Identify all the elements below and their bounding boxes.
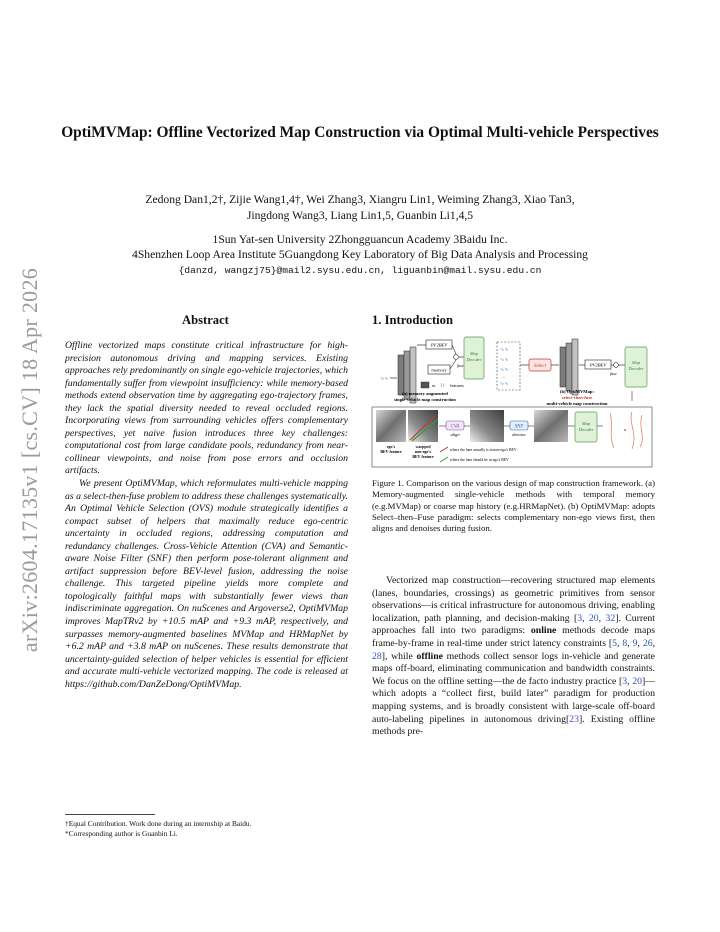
map-decoder-a-line-2: Decoder xyxy=(466,357,482,362)
detail-panel xyxy=(372,407,652,467)
panel-b xyxy=(497,339,647,406)
input-scene-icon: ∿∿ xyxy=(380,377,389,382)
introduction-paragraph: Vectorized map construction—recovering structured map elements (lanes, boundaries, crossings) as geometric primitives from sensor observations—is critical infrastructure for autonomous driving, enabling localization, path planning, and decision-making [3, 20, 32]. Current approaches fall into two paradigms: online methods decode maps frame-by-frame in real-time under strict latency constraints [5, 8, 9, 26, 28], while offline methods collect sensor logs in-vehicle and generate maps off-board, eliminating communication and bandwidth constraints. We focus on the offline setting—the de facto industry practice [3, 20]—which adopts a “collect first, build later” paradigm for production mapping systems, and is broadly consistent with large-scale off-board auto-labeling pipelines in autonomous driving[23]. Existing offline methods pre- xyxy=(372,575,656,738)
map-history-icon: ⌇⌇ xyxy=(440,384,445,389)
map-decoder-b-line-2: Decoder xyxy=(628,366,644,371)
ego-bev-label-line-2: BEV feature xyxy=(380,449,402,454)
abstract-heading: Abstract xyxy=(182,313,229,327)
caption-b-line-1: (b) OptiMVMap: xyxy=(559,389,595,394)
encoder-b-block-2 xyxy=(566,343,572,391)
encoder-b-block-1 xyxy=(560,347,566,387)
citation-5[interactable]: 5 xyxy=(612,637,618,649)
ego-bev-image xyxy=(376,410,406,442)
select-label: Select xyxy=(534,364,546,369)
offline-keyword: offline xyxy=(416,650,443,662)
abstract-paragraph-2: We present OptiMVMap, which reformulates multi-vehicle mapping as a select-then-fuse problem to address these challenges systematically. An Optimal Vehicle Selection (OVS) module strategically identifies a compact subset of helpers that maximally reduce ego-centric uncertainty in occluded regions, addressing computation and redundancy challenges. Cross-Vehicle Attention (CVA) and Semantic-aware Noise Filter (SNF) then perform pose-tolerant alignment and artifact suppression before BEV-level fusion, addressing the noise challenge. This targeted pipeline yields more complete and topologically faithful maps with substantially fewer views than indiscriminate aggregation. On nuScenes and Argoverse2, OptiMVMap improves MapTRv2 by +10.5 mAP and +9.3 mAP, respectively, and surpasses memory-augmented baselines MVMap and HRMapNet by +6.2 mAP and +3.8 mAP on nuScenes. These results demonstrate that uncertainty-guided selection of helper vehicles is essential for efficient and accurate multi-vehicle vectorized mapping. The code is released at https://github.com/DanZeDong/OptiMVMap. xyxy=(65,478,348,690)
citation-8[interactable]: 8 xyxy=(622,637,628,649)
cva-label: CVA xyxy=(450,424,460,430)
paper-title: OptiMVMap: Offline Vectorized Map Construction via Optimal Multi-vehicle Perspectives xyxy=(61,124,659,141)
encoder-b-block-3 xyxy=(572,339,578,395)
map-decoder-detail-line-2: Decoder xyxy=(578,427,594,432)
abstract-body xyxy=(65,340,348,691)
citation-3[interactable]: 3 xyxy=(577,612,583,624)
or-label: or xyxy=(432,383,436,388)
affiliations-line-2: 4Shenzhen Loop Area Institute 5Guangdong Key Laboratory of Big Data Analysis and Processing xyxy=(132,248,588,261)
figure-1 xyxy=(370,333,654,469)
fuse-node-b xyxy=(614,363,619,368)
snf-label: SNF xyxy=(514,424,524,430)
pv2bev-label-b: PV2BEV xyxy=(589,362,607,368)
citation-32[interactable]: 32 xyxy=(605,612,616,624)
non-ego-scene-icon-3: ∿∿ xyxy=(500,382,509,387)
arxiv-stamp xyxy=(4,250,56,670)
introduction-heading: 1. Introduction xyxy=(372,313,453,327)
non-ego-scene-icon-2: ∿∿ xyxy=(500,368,509,373)
fuse-label-a: fuse xyxy=(457,363,464,368)
legend-red-swatch xyxy=(440,447,448,452)
ego-scene-icon: ∿∿ xyxy=(500,348,509,353)
map-decoder-b-line-1: Map xyxy=(631,360,641,365)
output-map-image xyxy=(603,410,649,450)
caption-b-line-3: multi-vehicle map construction xyxy=(546,401,608,406)
author-emails: {danzd, wangzj75}@mail2.sysu.edu.cn, liguanbin@mail.sysu.edu.cn xyxy=(178,265,542,276)
denoised-bev-image xyxy=(534,410,568,442)
citation-26[interactable]: 26 xyxy=(642,637,653,649)
affiliations xyxy=(60,232,660,262)
warped-bev-label-line-1: warpped xyxy=(415,444,431,449)
online-keyword: online xyxy=(530,625,557,637)
warped-bev-label-line-3: BEV feature xyxy=(412,454,434,459)
footnotes xyxy=(65,819,350,839)
map-decoder-a-line-1: Map xyxy=(469,351,479,356)
memory-label: memory xyxy=(431,367,447,373)
panel-a xyxy=(380,337,484,403)
align-label: align xyxy=(450,432,460,437)
legend-red-text: where the lane actually is in non-ego's BEV xyxy=(450,448,517,452)
citation-3b[interactable]: 3 xyxy=(622,675,628,687)
caption-a-line-2: single-vehicle map construction xyxy=(394,397,456,402)
authors-line-1: Zedong Dan1,2†, Zijie Wang1,4†, Wei Zhang3, Xiangru Lin1, Weiming Zhang3, Xiao Tan3, xyxy=(145,193,575,206)
figure-1-caption: Figure 1. Comparison on the various design of map construction framework. (a) Memory-augmented single-vehicle methods with temporal memory (e.g.MVMap) or coarse map history (e.g.HRMapNet). (b) OptiMVMap: adopts Select–then–Fuse paradigm: selects complementary non-ego views first, then aligns and denoises during fusion. xyxy=(372,478,655,534)
feature-map-icon xyxy=(421,382,429,388)
warped-bev-label-line-2: non-ego's xyxy=(414,449,432,454)
legend-green-swatch xyxy=(440,457,448,462)
footnote-corresponding-author: *Corresponding author is Guanbin Li. xyxy=(65,829,178,838)
features-label: features xyxy=(450,383,464,388)
pv2bev-label-a: PV2BEV xyxy=(430,342,448,348)
non-ego-scene-icon-1: ∿∿ xyxy=(500,358,509,363)
citation-23[interactable]: 23 xyxy=(569,713,580,725)
caption-a-line-1: (a) memory augmented xyxy=(402,391,448,396)
fuse-node-a xyxy=(454,355,459,360)
denoise-label: denoise xyxy=(512,432,526,437)
citation-20[interactable]: 20 xyxy=(588,612,599,624)
figure-1-diagram xyxy=(370,333,654,469)
map-decoder-detail-line-1: Map xyxy=(581,421,591,426)
arxiv-stamp-text: arXiv:2604.17135v1 [cs.CV] 18 Apr 2026 xyxy=(17,267,42,653)
footnote-rule xyxy=(65,814,155,815)
citation-9[interactable]: 9 xyxy=(632,637,638,649)
authors xyxy=(80,192,640,224)
authors-line-2: Jingdong Wang3, Liang Lin1,5, Guanbin Li1,4,5 xyxy=(246,209,474,222)
abstract-paragraph-1: Offline vectorized maps constitute critical infrastructure for high-precision autonomous driving and mapping services. Existing approaches rely predominantly on single ego-vehicle trajectories, which fundamentally suffer from viewpoint insufficiency: while memory-based methods extend observation time by aggregating ego-trajectory frames, they lack the spatial diversity needed to reveal occluded regions. Incorporating views from surrounding vehicles offers complementary perspectives, yet naive fusion introduces three key challenges: computational cost from large candidate pools, redundancy from near-collinear viewpoints, and noise from pose errors and occlusion artifacts. xyxy=(65,340,348,477)
affiliations-line-1: 1Sun Yat-sen University 2Zhongguancun Academy 3Baidu Inc. xyxy=(212,233,508,246)
footnote-equal-contribution: †Equal Contribution. Work done during an internship at Baidu. xyxy=(65,819,252,828)
caption-b-line-2: select-then-fuse xyxy=(561,395,593,400)
fuse-label-b: fuse xyxy=(610,371,617,376)
aligned-bev-image xyxy=(470,410,504,442)
citation-20b[interactable]: 20 xyxy=(632,675,642,687)
encoder-block-1 xyxy=(398,355,404,395)
ego-bev-label-line-1: ego's xyxy=(386,444,396,449)
candidate-ellipsis: ... xyxy=(502,374,506,379)
citation-28[interactable]: 28 xyxy=(372,650,382,662)
legend-green-text: where the lane should be in ego's BEV xyxy=(450,458,509,462)
